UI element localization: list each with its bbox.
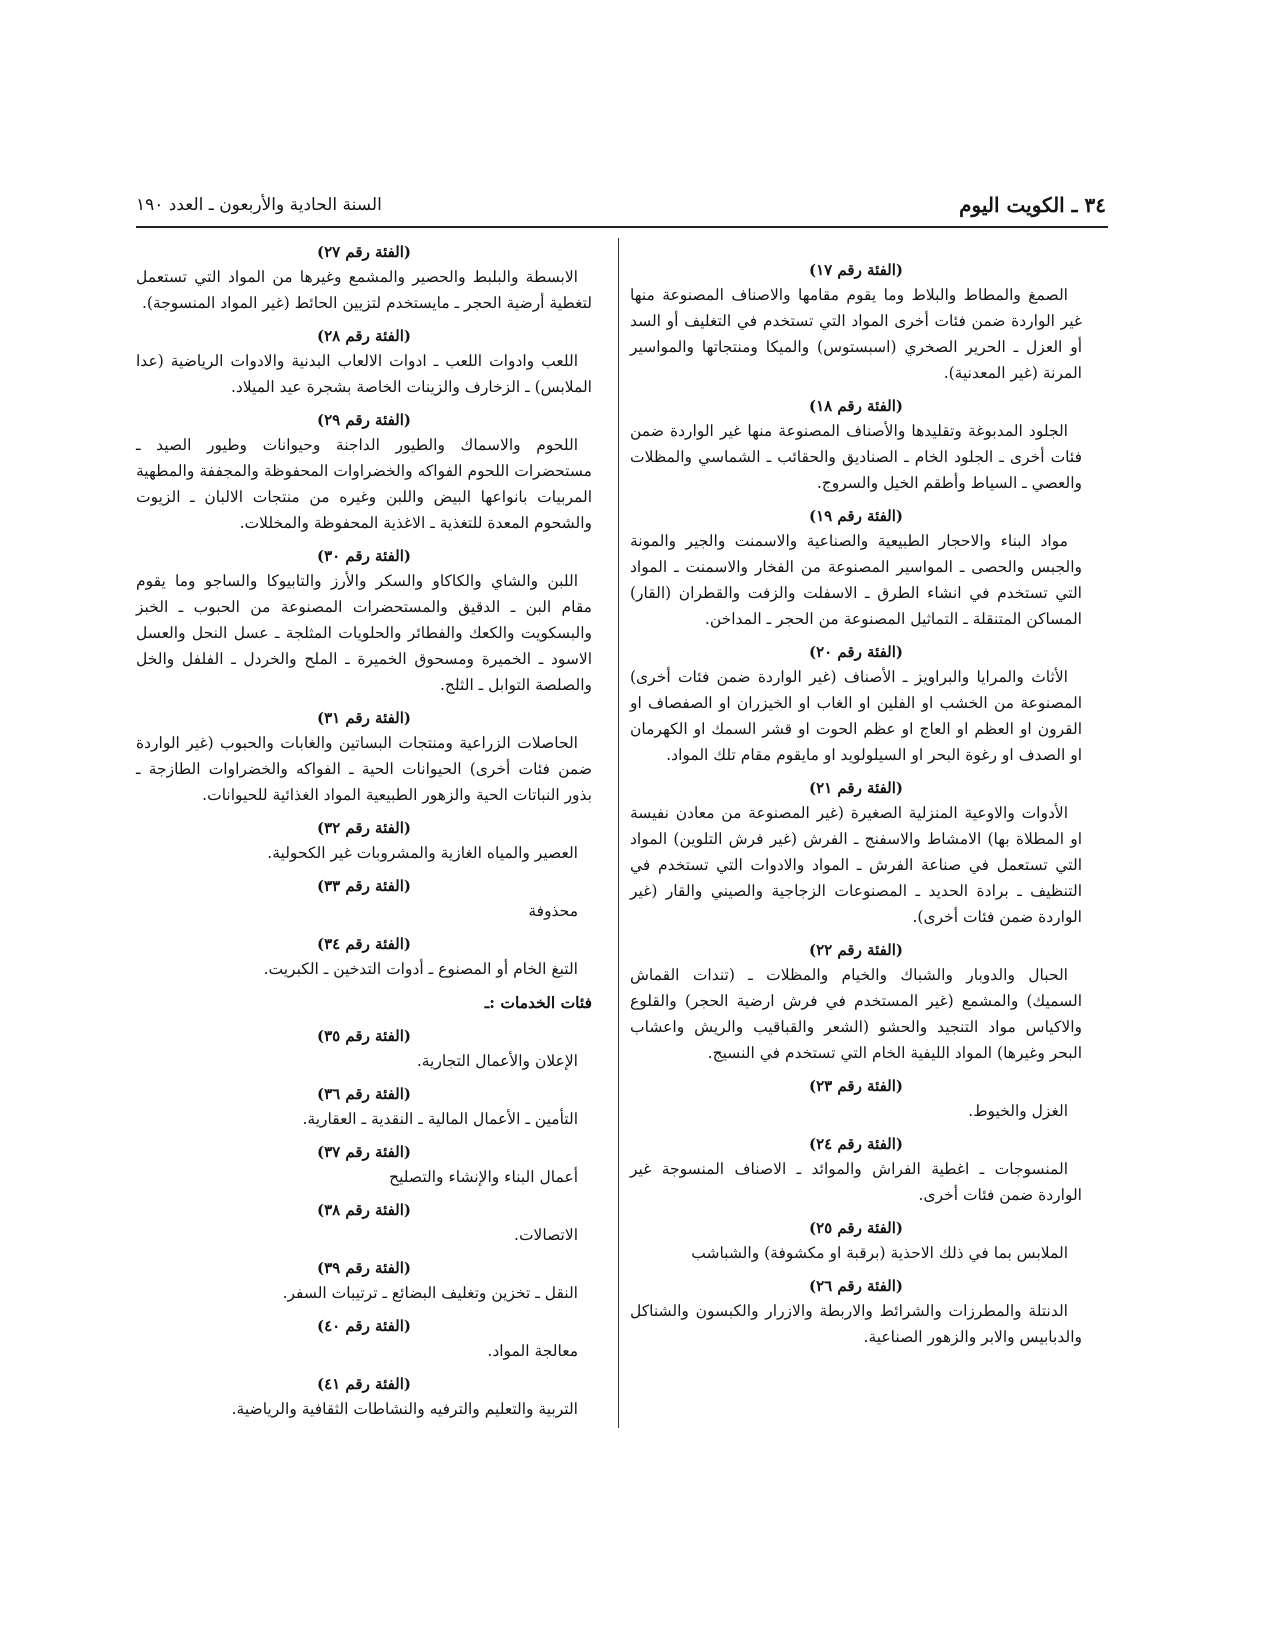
- category-description: النقل ـ تخزين وتغليف البضائع ـ ترتيبات السفر.: [282, 1284, 578, 1302]
- category-description: أعمال البناء والإنشاء والتصليح: [389, 1168, 578, 1186]
- category-heading: (الفئة رقم ٤٠): [316, 1317, 412, 1335]
- category-section: [630, 394, 1082, 496]
- category-section: [630, 1274, 1082, 1350]
- category-description: التأمين ـ الأعمال المالية ـ النقدية ـ العقارية.: [302, 1110, 578, 1128]
- category-description: الصمغ والمطاط والبلاط وما يقوم مقامها والاصناف المصنوعة منها غير الواردة ضمن فئات أخرى المواد التي تستخدم في التغليف أو السد أو العزل ـ الحرير الصخري (اسبستوس) والميكا ومنتجاتها والمواسير المرنة (غير المعدنية).: [630, 286, 1082, 382]
- category-section: [630, 640, 1082, 768]
- left-column: [136, 240, 592, 1430]
- category-section: [136, 932, 592, 982]
- category-heading: (الفئة رقم ٣٨): [316, 1201, 412, 1219]
- category-heading: (الفئة رقم ٣٥): [316, 1027, 412, 1045]
- category-section: [630, 776, 1082, 930]
- category-section: [136, 324, 592, 400]
- category-section: [630, 938, 1082, 1066]
- right-column: [630, 258, 1082, 1358]
- category-section: [136, 1314, 592, 1364]
- category-heading: (الفئة رقم ٢٤): [808, 1135, 904, 1153]
- category-heading: (الفئة رقم ٤١): [316, 1375, 412, 1393]
- category-section: [630, 1132, 1082, 1208]
- category-heading: (الفئة رقم ٣٣): [316, 877, 412, 895]
- category-section: [136, 544, 592, 698]
- category-section: [136, 1372, 592, 1422]
- category-description: محذوفة: [528, 902, 578, 920]
- category-section: [136, 1024, 592, 1074]
- category-heading: (الفئة رقم ٣٧): [316, 1143, 412, 1161]
- category-heading: (الفئة رقم ٢٣): [808, 1077, 904, 1095]
- category-section: [136, 1140, 592, 1190]
- category-description: التربية والتعليم والترفيه والنشاطات الثقافية والرياضية.: [231, 1400, 578, 1418]
- category-heading: (الفئة رقم ٢٩): [316, 411, 412, 429]
- category-section: [136, 240, 592, 316]
- category-description: الأدوات والاوعية المنزلية الصغيرة (غير المصنوعة من معادن نفيسة او المطلاة بها) الامشاط والاسفنج ـ الفرش (غير فرش التلوين) المواد التي تستعمل في صناعة الفرش ـ المواد والادوات التي تستخدم في التنظيف ـ برادة الحديد ـ المصنوعات الزجاجية والصيني والقار (غير الواردة ضمن فئات أخرى).: [630, 804, 1082, 926]
- category-heading: (الفئة رقم ١٧): [808, 261, 904, 279]
- category-section: [136, 1082, 592, 1132]
- category-section: [630, 504, 1082, 632]
- category-section: [136, 1256, 592, 1306]
- category-description: الحاصلات الزراعية ومنتجات البساتين والغابات والحبوب (غير الواردة ضمن فئات أخرى) الحيوانات الحية ـ الفواكه والخضراوات الطازجة ـ بذور النباتات الحية والزهور الطبيعية المواد الغذائية للحيوانات.: [136, 734, 592, 804]
- category-section: [630, 258, 1082, 386]
- category-heading: (الفئة رقم ٢٥): [808, 1219, 904, 1237]
- category-description: اللحوم والاسماك والطيور الداجنة وحيوانات وطيور الصيد ـ مستحضرات اللحوم الفواكه والخضراوات المحفوظة والمجففة والمطهية المربيات بانواعها البيض واللبن وغيره من منتجات الالبان ـ الزيوت والشحوم المعدة للتغذية ـ الاغذية المحفوظة والمخللات.: [136, 436, 592, 532]
- category-description: مواد البناء والاحجار الطبيعية والصناعية والاسمنت والجير والمونة والجبس والحصى ـ المواسير المصنوعة من الفخار والاسمنت ـ المواد التي تستخدم في انشاء الطرق ـ الاسفلت والزفت والقطران (القار) المساكن المتنقلة ـ التماثيل المصنوعة من الحجر ـ المداخن.: [630, 532, 1082, 628]
- category-description: العصير والمياه الغازية والمشروبات غير الكحولية.: [267, 844, 578, 862]
- category-description: الأثاث والمرايا والبراويز ـ الأصناف (غير الواردة ضمن فئات أخرى) المصنوعة من الخشب او الفلين او الغاب او الخيزران او الصفصاف او القرون او العظم او العاج او عظم الحوت او قشر السمك او الكهرمان او الصدف او رغوة البحر او السيلولويد او مايقوم مقام تلك المواد.: [630, 668, 1082, 764]
- column-divider: [618, 238, 619, 1428]
- page-header: [136, 193, 1106, 223]
- category-heading: (الفئة رقم ٣٩): [316, 1259, 412, 1277]
- category-description: الاتصالات.: [514, 1226, 578, 1244]
- category-description: الجلود المدبوغة وتقليدها والأصناف المصنوعة منها غير الواردة ضمن فئات أخرى ـ الجلود الخام ـ الصناديق والحقائب ـ الشماسي والمظلات والعصي ـ السياط وأطقم الخيل والسروج.: [630, 422, 1082, 492]
- category-section: [136, 1198, 592, 1248]
- category-section: [136, 990, 592, 1016]
- category-heading: (الفئة رقم ٢٨): [316, 327, 412, 345]
- category-heading: (الفئة رقم ٣٤): [316, 935, 412, 953]
- category-heading: (الفئة رقم ١٩): [808, 507, 904, 525]
- category-section: [630, 1074, 1082, 1124]
- category-description: الإعلان والأعمال التجارية.: [416, 1052, 578, 1070]
- issue-info: السنة الحادية والأربعون ـ العدد ١٩٠: [136, 195, 382, 215]
- category-description: التبغ الخام أو المصنوع ـ أدوات التدخين ـ الكبريت.: [263, 960, 578, 978]
- category-description: الملابس بما في ذلك الاحذية (برقبة او مكشوفة) والشباشب: [691, 1244, 1068, 1262]
- category-description: اللبن والشاي والكاكاو والسكر والأرز والتابيوكا والساجو وما يقوم مقام البن ـ الدقيق والمستحضرات المصنوعة من الحبوب ـ الخبز والبسكويت والكعك والفطائر والحلويات المثلجة ـ عسل النحل والعسل الاسود ـ الخميرة ومسحوق الخميرة ـ الملح والخردل ـ الفلفل والخل والصلصة التوابل ـ الثلج.: [136, 572, 592, 694]
- category-heading: (الفئة رقم ٣٠): [316, 547, 412, 565]
- category-section: [136, 408, 592, 536]
- category-section: [136, 706, 592, 808]
- category-heading: (الفئة رقم ٢١): [808, 779, 904, 797]
- category-section: [630, 1216, 1082, 1266]
- category-description: الحبال والدوبار والشباك والخيام والمظلات ـ (تندات القماش السميك) والمشمع (غير المستخدم في فرش ارضية الحجر) والقلوع والاكياس مواد التنجيد والحشو (الشعر والقباقيب والريش واعشاب البحر وغيرها) المواد الليفية الخام التي تستخدم في النسيج.: [630, 966, 1082, 1062]
- category-section: [136, 874, 592, 924]
- category-heading: (الفئة رقم ٣٦): [316, 1085, 412, 1103]
- page-number-title: ٣٤ ـ الكويت اليوم: [959, 193, 1106, 217]
- category-description: معالجة المواد.: [487, 1342, 578, 1360]
- services-heading: فئات الخدمات :ـ: [484, 993, 592, 1012]
- category-section: [136, 816, 592, 866]
- header-divider: [136, 226, 1108, 228]
- category-heading: (الفئة رقم ٢٧): [316, 243, 412, 261]
- category-description: الابسطة والبلبط والحصير والمشمع وغيرها من المواد التي تستعمل لتغطية أرضية الحجر ـ مايستخدم لتزيين الحائط (غير المواد المنسوجة).: [136, 268, 592, 312]
- category-description: المنسوجات ـ اغطية الفراش والموائد ـ الاصناف المنسوجة غير الواردة ضمن فئات أخرى.: [630, 1160, 1082, 1204]
- category-description: اللعب وادوات اللعب ـ ادوات الالعاب البدنية والادوات الرياضية (عدا الملابس) ـ الزخارف والزينات الخاصة بشجرة عيد الميلاد.: [136, 352, 592, 396]
- category-heading: (الفئة رقم ١٨): [808, 397, 904, 415]
- category-heading: (الفئة رقم ٢٦): [808, 1277, 904, 1295]
- category-heading: (الفئة رقم ٢٠): [808, 643, 904, 661]
- category-heading: (الفئة رقم ٣١): [316, 709, 412, 727]
- category-description: الغزل والخيوط.: [968, 1102, 1068, 1120]
- category-heading: (الفئة رقم ٢٢): [808, 941, 904, 959]
- category-description: الدنتلة والمطرزات والشرائط والاربطة والازرار والكبسون والشناكل والدبابيس والابر والزهور الصناعية.: [630, 1302, 1082, 1346]
- category-heading: (الفئة رقم ٣٢): [316, 819, 412, 837]
